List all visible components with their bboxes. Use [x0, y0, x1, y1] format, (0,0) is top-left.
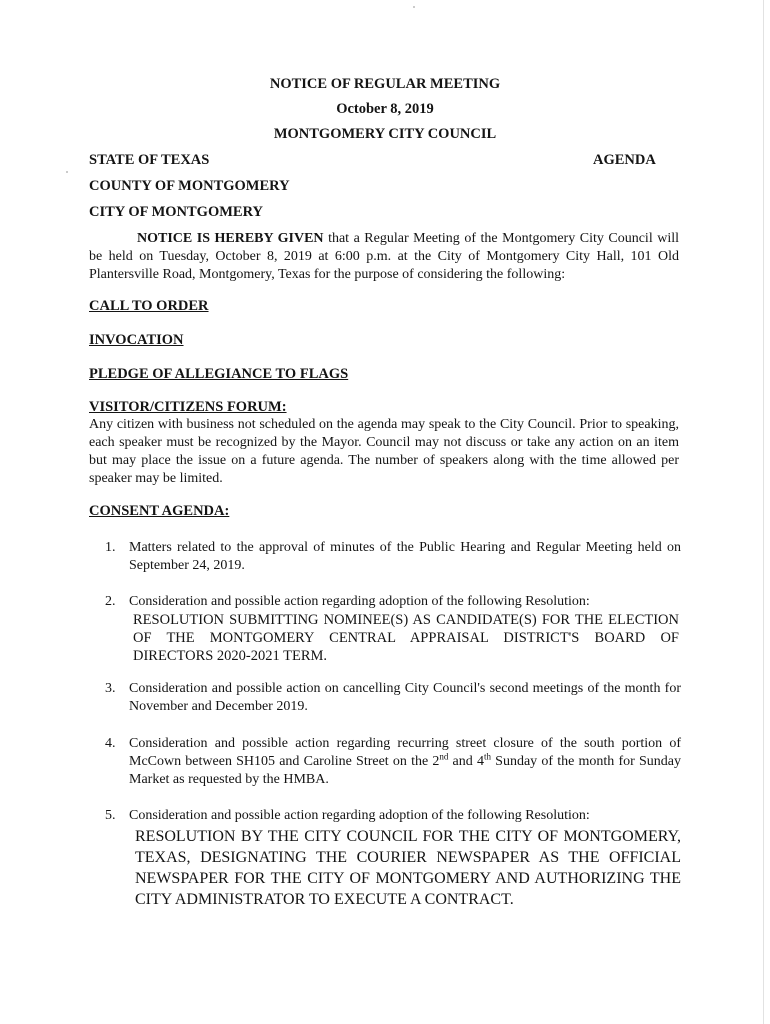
scan-speck — [413, 6, 415, 8]
city-heading: CITY OF MONTGOMERY — [89, 204, 264, 220]
item-number: 4. — [105, 736, 116, 751]
item-text: Matters related to the approval of minutes of the Public Hearing and Regular Meeting held on September 24, 2019. — [129, 540, 681, 573]
notice-paragraph — [89, 230, 679, 284]
section-consent-agenda: CONSENT AGENDA: — [89, 503, 230, 519]
ordinal-suffix: nd — [439, 751, 449, 762]
state-heading: STATE OF TEXAS — [89, 152, 210, 168]
section-invocation: INVOCATION — [89, 332, 184, 348]
item-text: Consideration and possible action regarding adoption of the following Resolution: — [129, 594, 590, 609]
section-call-to-order: CALL TO ORDER — [89, 298, 209, 314]
item-text — [129, 735, 681, 789]
resolution-text: RESOLUTION BY THE CITY COUNCIL FOR THE CITY OF MONTGOMERY, TEXAS, DESIGNATING THE COURIER NEWSPAPER AS THE OFFICIAL NEWSPAPER FOR THE CITY OF MONTGOMERY AND AUTHORIZING THE CITY ADMINISTRATOR TO EXECUTE A CONTRACT. — [135, 828, 681, 908]
ordinal-suffix: th — [483, 751, 491, 762]
item-text-part: Sunday of the month for Sunday Market as requested by the HMBA. — [129, 754, 682, 787]
section-visitor-forum: VISITOR/CITIZENS FORUM: — [89, 399, 287, 415]
item-text-part: and 4 — [448, 754, 484, 769]
item-number: 5. — [105, 808, 116, 823]
notice-text: that a Regular Meeting of the Montgomery City Council will be held on Tuesday, October 8, 2019 at 6:00 p.m. at the City of Montgomery City Hall, 101 Old Plantersville Road, Montgomery, Texas for the purpose of considering the following: — [89, 231, 680, 282]
item-text: Consideration and possible action regarding adoption of the following Resolution: — [129, 808, 590, 823]
meeting-date: October 8, 2019 — [336, 101, 434, 117]
forum-paragraph: Any citizen with business not scheduled on the agenda may speak to the City Council. Prior to speaking, each speaker must be recognized by the Mayor. Council may not discuss or take any action on an item but may place the issue on a future agenda. The number of speakers along with the time allowed per speaker may be limited. — [89, 417, 679, 486]
item-number: 1. — [105, 540, 116, 555]
county-heading: COUNTY OF MONTGOMERY — [89, 178, 290, 194]
section-pledge: PLEDGE OF ALLEGIANCE TO FLAGS — [89, 366, 349, 382]
notice-lead: NOTICE IS HEREBY GIVEN — [137, 231, 324, 246]
resolution-text: RESOLUTION SUBMITTING NOMINEE(S) AS CANDIDATE(S) FOR THE ELECTION OF THE MONTGOMERY CENTRAL APPRAISAL DISTRICT'S BOARD OF DIRECTORS 2020-2021 TERM. — [133, 612, 679, 664]
notice-title: NOTICE OF REGULAR MEETING — [269, 76, 501, 92]
item-text: Consideration and possible action on cancelling City Council's second meetings of the month for November and December 2019. — [129, 681, 681, 714]
item-number: 2. — [105, 594, 116, 609]
agenda-label: AGENDA — [593, 152, 656, 168]
item-text-part: Consideration and possible action regarding recurring street closure of the south portion of McCown between SH105 and Caroline Street on the 2 — [129, 736, 681, 769]
council-name: MONTGOMERY CITY COUNCIL — [273, 126, 497, 142]
scan-speck — [66, 171, 68, 173]
item-number: 3. — [105, 681, 116, 696]
scan-edge-line — [763, 0, 764, 1024]
